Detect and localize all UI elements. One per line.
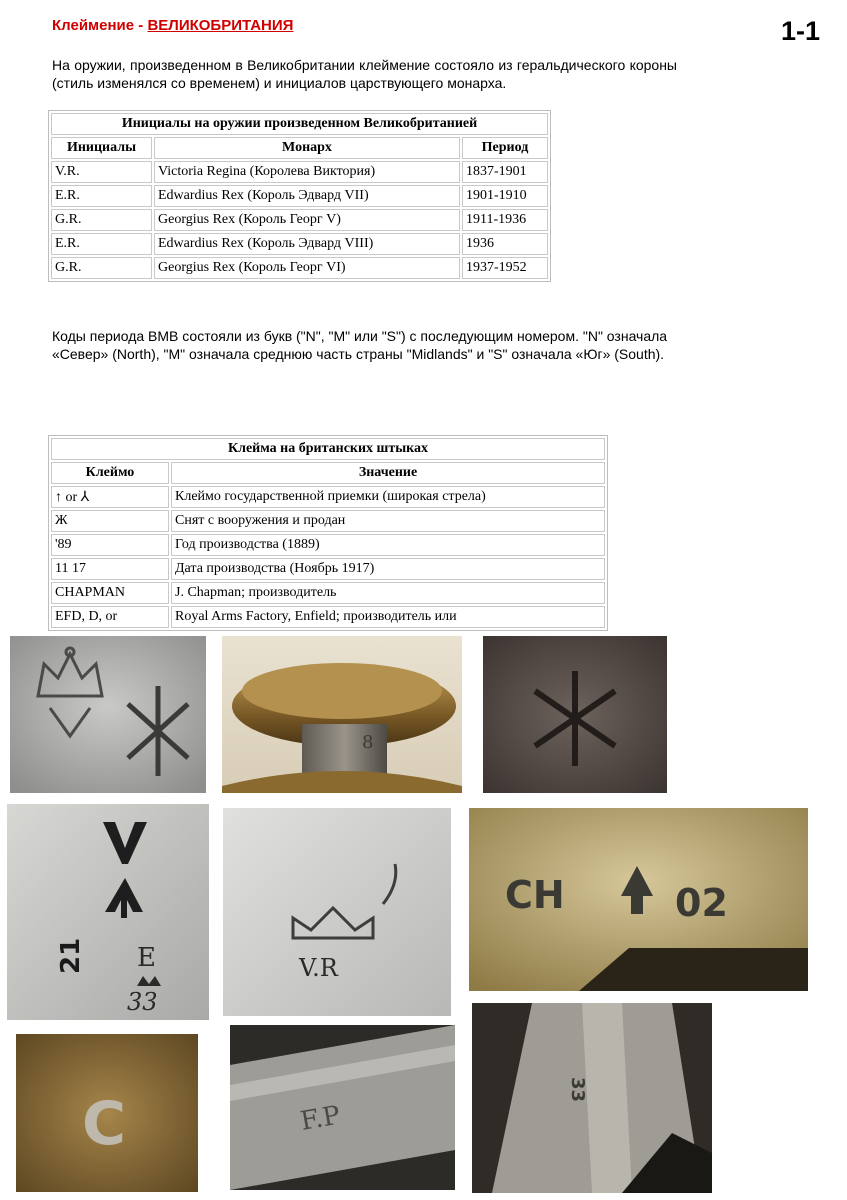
monarch-initials-table [48,110,551,282]
title-label: Клеймение [52,17,135,34]
table-cell: E.R. [51,185,152,207]
table-cell: V.R. [51,161,152,183]
table-cell: Клеймо государственной приемки (широкая стрела) [171,486,605,508]
table-cell: Royal Arms Factory, Enfield; производитель или [171,606,605,628]
c-stamp: C [82,1089,127,1159]
photo-brass-pommel [222,636,462,793]
table-row [51,606,605,628]
table-cell: 11 17 [51,558,169,580]
table-cell: 1936 [462,233,548,255]
table-cell: G.R. [51,257,152,279]
column-header: Период [462,137,548,159]
table-cell: Снят с вооружения и продан [171,510,605,532]
table-cell: Ж [51,510,169,532]
title-country-link[interactable]: ВЕЛИКОБРИТАНИЯ [147,17,294,34]
table-caption: Клейма на британских штыках [51,438,605,460]
period-codes-paragraph: Коды периода BMB состояли из букв ("N", "M" или "S") с последующим номером. "N" означала «Север» (North), "M" означала среднюю часть страны "Midlands" и "S" означала «Юг» (South). [52,328,668,362]
table-cell: Дата производства (Ноябрь 1917) [171,558,605,580]
table-cell: Edwardius Rex (Король Эдвард VII) [154,185,460,207]
table-cell: EFD, D, or [51,606,169,628]
photo-c-mark [16,1034,198,1192]
blade-mark-33: 33 [127,988,158,1016]
blade-mark-e: E [137,943,156,973]
table-row [51,233,548,255]
table-row [51,534,605,556]
photo-sold-out-mark [483,636,667,793]
table-row [51,161,548,183]
page-title [52,17,293,34]
photo-blade-marks [7,804,209,1020]
table-cell: 1937-1952 [462,257,548,279]
photo-vr-mark [223,808,451,1016]
blade-mark-21: 21 [56,937,86,974]
table-cell: G.R. [51,209,152,231]
photo-crown-star-mark [10,636,206,793]
table-caption: Инициалы на оружии произведенном Великобританией [51,113,548,135]
table-row [51,209,548,231]
photo-ch-mark [469,808,808,991]
table-row [51,486,605,508]
table-cell: E.R. [51,233,152,255]
column-header: Инициалы [51,137,152,159]
table-cell: CHAPMAN [51,582,169,604]
table-cell: J. Chapman; производитель [171,582,605,604]
table-row [51,582,605,604]
photo-fp-mark [230,1025,455,1190]
photo-ebd-mark [472,1003,712,1193]
column-header: Монарх [154,137,460,159]
table-cell: '89 [51,534,169,556]
table-cell: ↑ or ⅄ [51,486,169,508]
table-row [51,558,605,580]
table-row [51,510,605,532]
ch-stamp-right: 02 [675,881,728,925]
table-cell: Год производства (1889) [171,534,605,556]
table-cell: 1911-1936 [462,209,548,231]
table-cell: Victoria Regina (Королева Виктория) [154,161,460,183]
table-row [51,257,548,279]
intro-paragraph: На оружии, произведенном в Великобритании клеймение состояло из геральдического короны (стиль изменялся со временем) и инициалов царствующего монарха. [52,57,677,91]
table-cell: 1901-1910 [462,185,548,207]
vr-stamp: V.R [299,954,338,982]
table-cell: Georgius Rex (Король Георг VI) [154,257,460,279]
ch-stamp-left: CH [505,873,565,917]
table-cell: Edwardius Rex (Король Эдвард VIII) [154,233,460,255]
bayonet-marks-table [48,435,608,631]
title-separator: - [134,17,148,34]
fp-stamp: F.P [298,1100,343,1137]
column-header: Клеймо [51,462,169,484]
pommel-stamp: 8 [362,732,374,753]
page-number: 1-1 [781,16,821,46]
ebd-stamp: 33 [567,1077,588,1103]
table-row [51,185,548,207]
table-cell: Georgius Rex (Король Георг V) [154,209,460,231]
table-cell: 1837-1901 [462,161,548,183]
column-header: Значение [171,462,605,484]
